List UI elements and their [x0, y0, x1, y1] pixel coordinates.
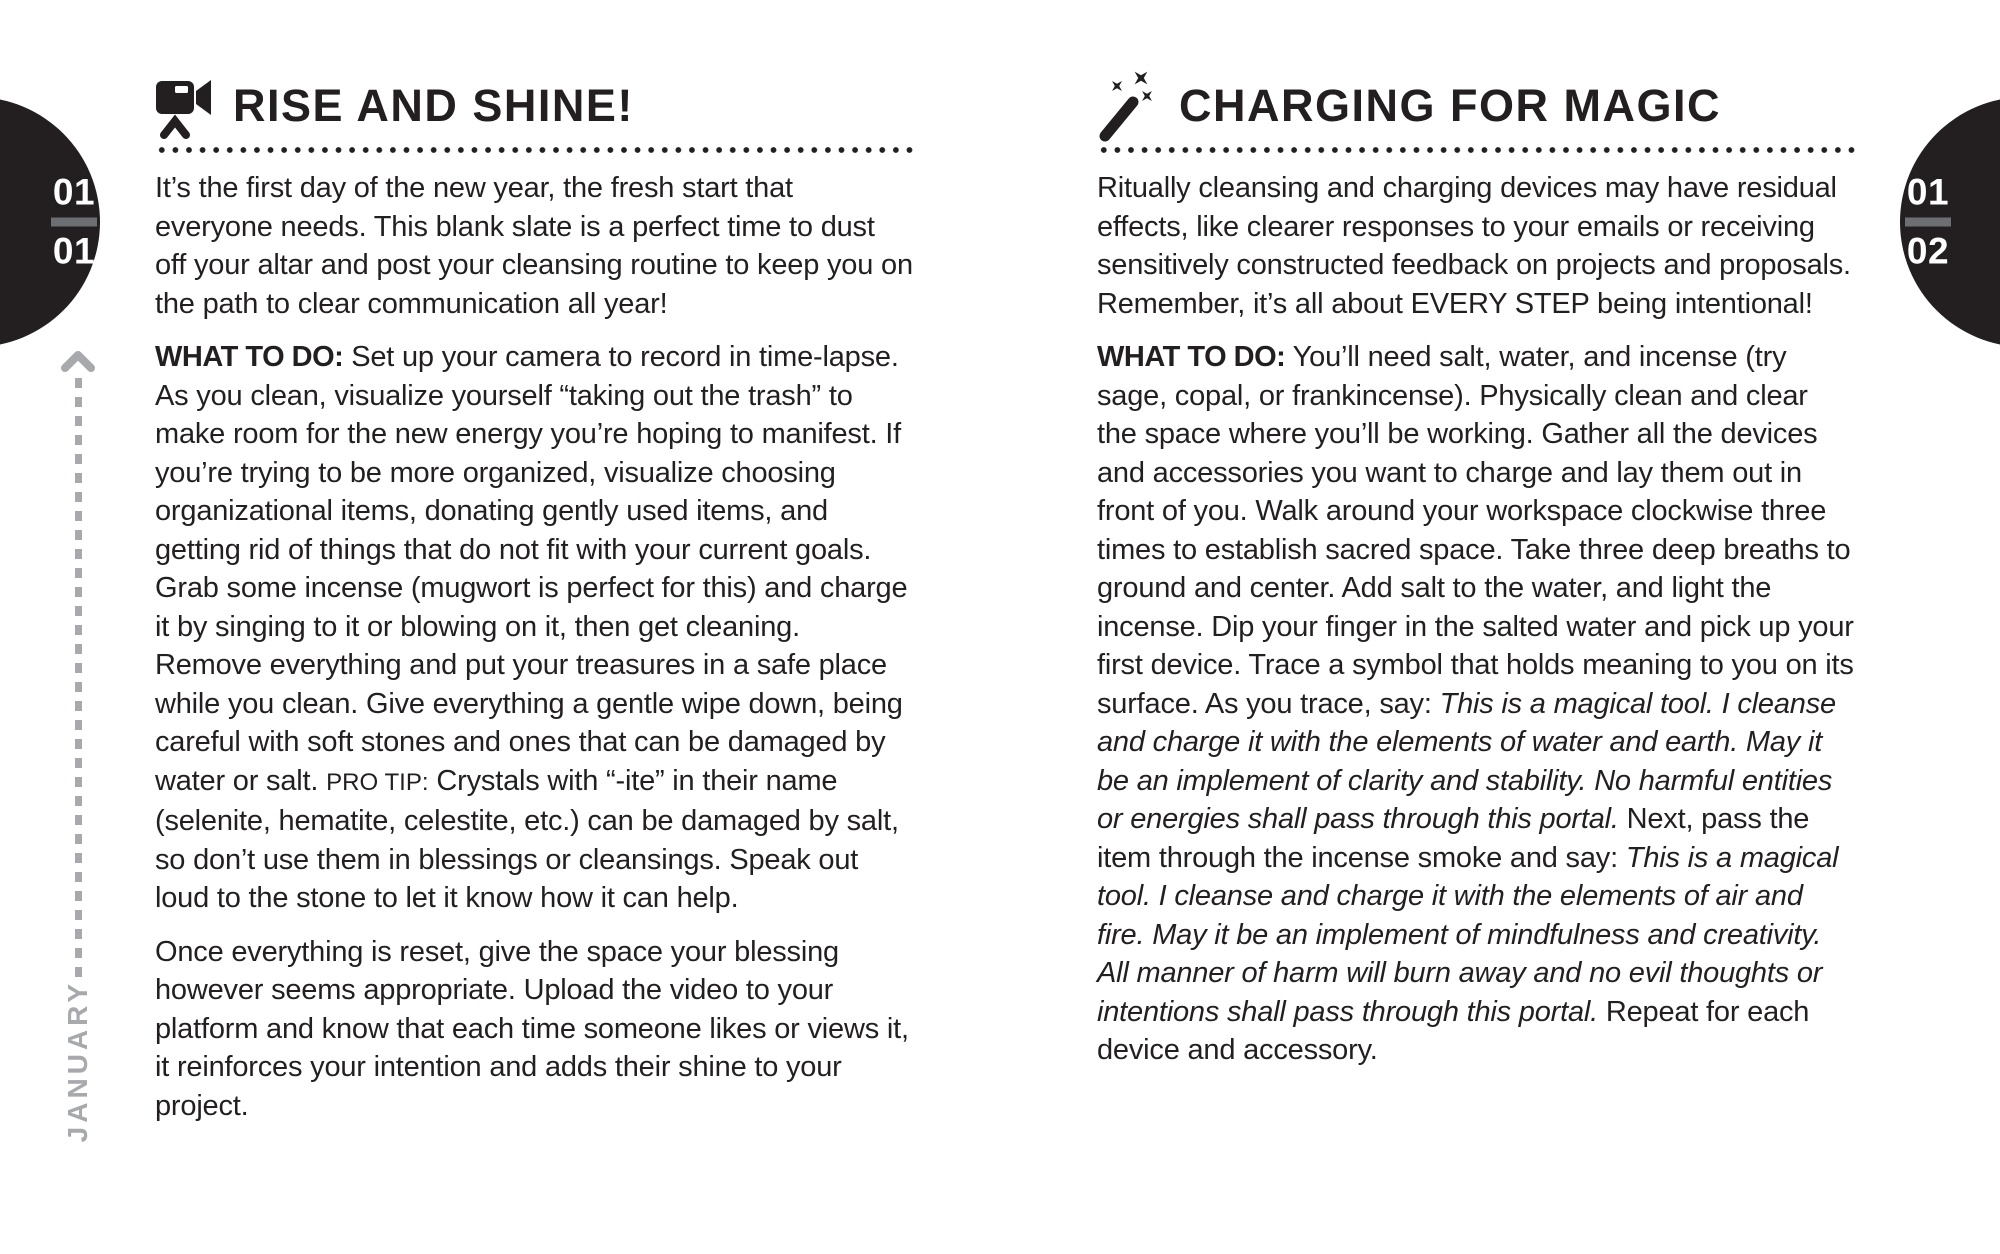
badge-day-number: 01	[52, 230, 96, 272]
up-chevron-arrow-icon	[61, 350, 95, 372]
dotted-divider	[1097, 146, 1855, 154]
date-badge-right-content	[1898, 173, 1958, 272]
month-timeline-marker	[60, 350, 96, 1142]
instructions-text: Set up your camera to record in time-lapse. As you clean, visualize yourself “taking out the trash” to make room for the new energy you’re hoping to manifest. If you’re trying to be more organized, visualize choosing organizational items, donating gently used items, and getting rid of things that do not fit with your current goals. Grab some incense (mugwort is perfect for this) and charge it by singing to it or blowing on it, then get cleaning. Remove everything and put your treasures in a safe place while you clean. Give everything a gentle wipe down, being careful with soft stones and ones that can be damaged by water or salt.	[155, 341, 908, 797]
what-to-do-label: WHAT TO DO:	[1097, 341, 1286, 373]
what-to-do-label: WHAT TO DO:	[155, 341, 344, 373]
what-to-do-paragraph	[1097, 338, 1855, 1070]
badge-month-number: 01	[1906, 171, 1950, 213]
entry-rise-and-shine	[155, 70, 913, 1125]
pro-tip-label: PRO TIP:	[326, 768, 429, 796]
dotted-divider	[155, 146, 913, 154]
badge-day-number: 02	[1906, 230, 1950, 272]
date-badge-right	[1900, 97, 2000, 347]
video-camera-icon	[155, 71, 213, 141]
entry-charging-for-magic	[1097, 70, 1855, 1070]
chant-text-water-earth: This is a magical tool. I cleanse and charge it with the elements of water and earth. May it be an implement of clarity and stability. No harmful entities or energies shall pass through this portal.	[1097, 687, 1836, 835]
instructions-text: You’ll need salt, water, and incense (try sage, copal, or frankincense). Physically clean and clear the space where you’ll be working. Gather all the devices and accessories you want to charge and lay them out in front of you. Walk around your workspace clockwise three times to establish sacred space. Take three deep breaths to ground and center. Add salt to the water, and light the incense. Dip your finger in the salted water and pick up your first device. Trace a symbol that holds meaning to you on its surface. As you trace, say:	[1097, 341, 1854, 720]
badge-month-number: 01	[52, 171, 96, 213]
pro-tip-text: Crystals with “-ite” in their name (selenite, hematite, celestite, etc.) can be damaged by salt, so don’t use them in blessings or cleansings. Speak out loud to the stone to let it know how it can help.	[155, 764, 899, 914]
entry-header	[155, 70, 913, 142]
instructions-text: Repeat for each device and accessory.	[1097, 995, 1810, 1066]
outro-paragraph: Once everything is reset, give the space your blessing however seems appropriate. Upload the video to your platform and know that each time someone likes or views it, it reinforces your intention and adds their shine to your project.	[155, 935, 909, 1122]
entry-title: CHARGING FOR MAGIC	[1179, 80, 1721, 131]
badge-divider	[51, 218, 97, 227]
entry-title: RISE AND SHINE!	[233, 80, 634, 131]
magic-wand-icon	[1097, 68, 1159, 144]
date-badge-left-content	[44, 173, 104, 272]
chant-text-air-fire: This is a magical tool. I cleanse and charge it with the elements of air and fire. May it be an implement of mindfulness and creativity. All manner of harm will burn away and no evil thoughts or intentions shall pass through this portal.	[1097, 841, 1839, 1028]
entry-header	[1097, 70, 1855, 142]
intro-paragraph: It’s the first day of the new year, the fresh start that everyone needs. This blank slate is a perfect time to dust off your altar and post your cleansing routine to keep you on the path to clear communication all year!	[155, 172, 913, 320]
badge-divider	[1905, 218, 1951, 227]
month-label: JANUARY	[62, 980, 93, 1143]
date-badge-left	[0, 97, 100, 347]
instructions-text: Next, pass the item through the incense smoke and say:	[1097, 803, 1810, 874]
what-to-do-paragraph	[155, 338, 913, 918]
dashed-timeline-line	[75, 378, 82, 978]
intro-paragraph: Ritually cleansing and charging devices may have residual effects, like clearer responses to your emails or receiving sensitively constructed feedback on projects and proposals. Remember, it’s all about EVERY STEP being intentional!	[1097, 172, 1851, 320]
